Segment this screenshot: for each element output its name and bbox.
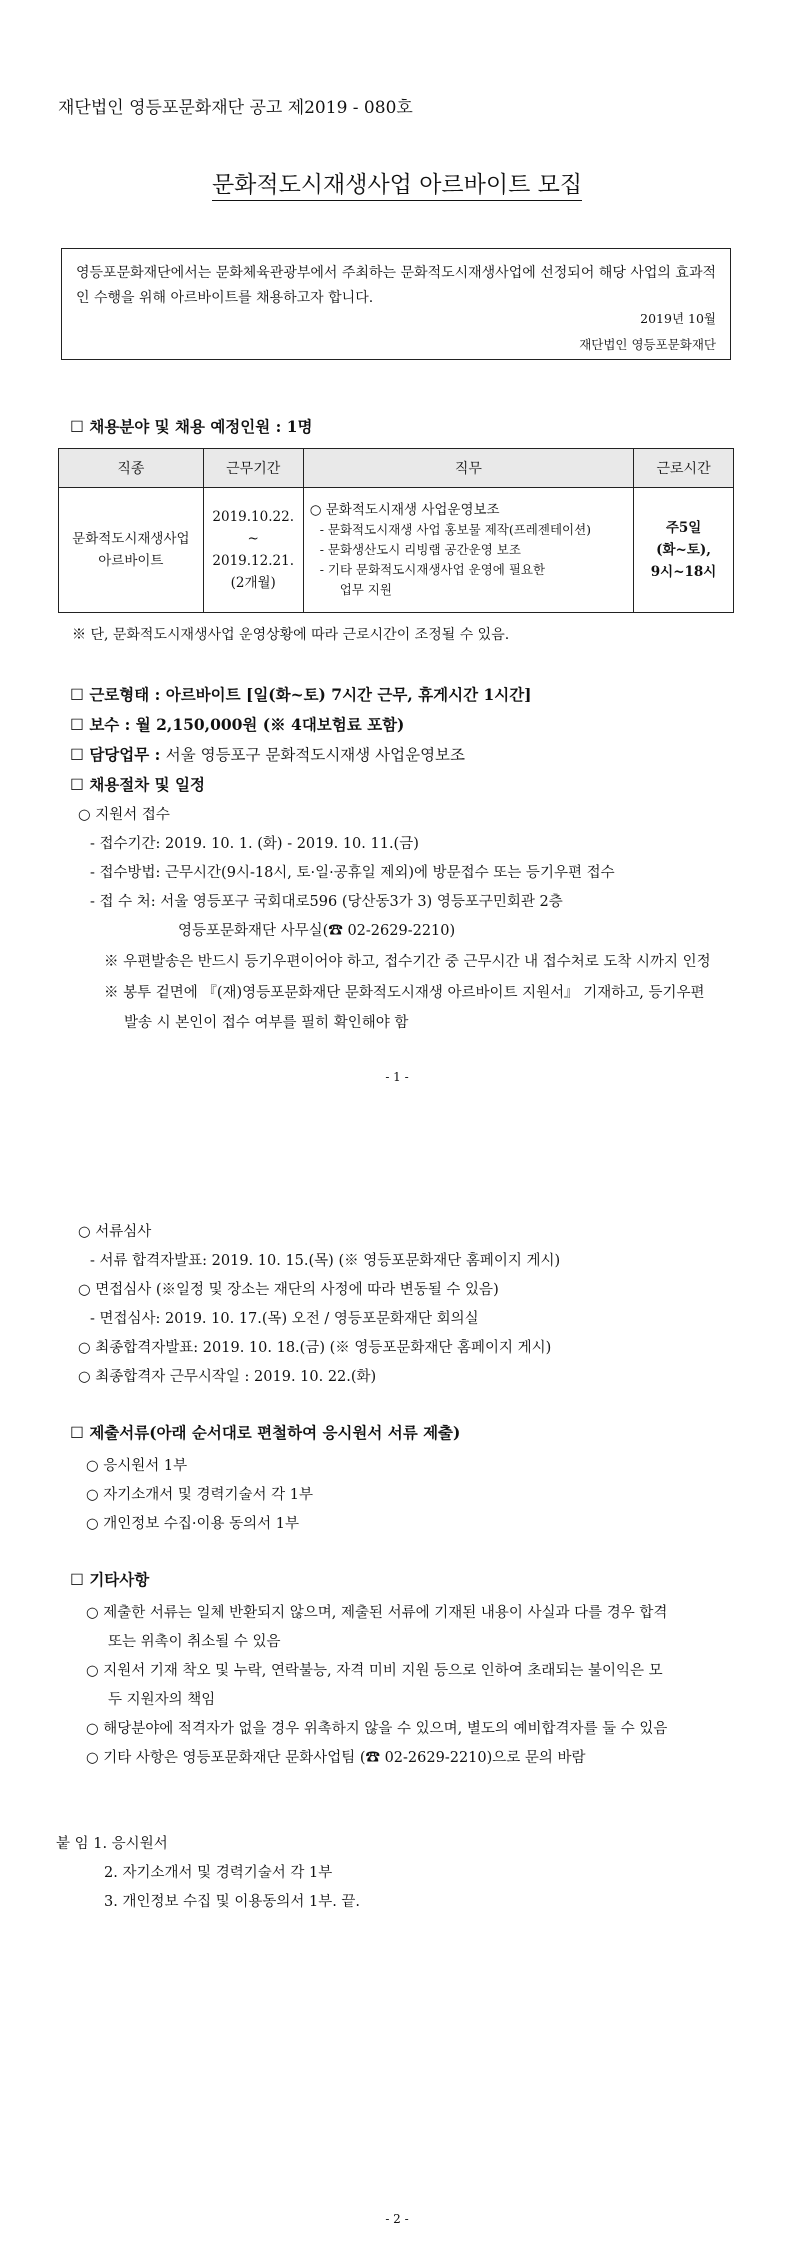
work-type-line — [70, 683, 532, 705]
etc-item-4: ○ 기타 사항은 영등포문화재단 문화사업팀 (☎ 02-2629-2210)으로 문의 바람 — [86, 1750, 586, 1766]
attachment-2: 2. 자기소개서 및 경력기술서 각 1부 — [104, 1865, 333, 1881]
job-line: 문화적도시재생사업 — [72, 531, 190, 547]
notice-number: 재단법인 영등포문화재단 공고 제2019 - 080호 — [58, 98, 413, 118]
attachment-1: 붙 임 1. 응시원서 — [56, 1836, 168, 1852]
start-date-line: ○ 최종합격자 근무시작일 : 2019. 10. 22.(화) — [78, 1369, 377, 1385]
table-header-cell: 직종 — [59, 449, 204, 488]
final-pass-line: ○ 최종합격자발표: 2019. 10. 18.(금) (※ 영등포문화재단 홈페이지 게시) — [78, 1340, 552, 1356]
envelope-note-2: 발송 시 본인이 접수 여부를 필히 확인해야 함 — [124, 1015, 409, 1031]
duty-cell — [303, 488, 633, 613]
checkbox-square-icon: ☐ — [70, 776, 84, 794]
intro-text: 영등포문화재단에서는 문화체육관광부에서 주최하는 문화적도시재생사업에 선정되어 해당 사업의 효과적인 수행을 위해 아르바이트를 채용하고자 합니다. — [76, 265, 716, 306]
process-heading — [70, 773, 205, 795]
process-text: 채용절차 및 일정 — [89, 775, 205, 794]
pay-text: 보수 : 월 2,150,000원 (※ 4대보험료 포함) — [89, 715, 405, 734]
apply-line: ○ 지원서 접수 — [78, 807, 170, 823]
checkbox-square-icon: ☐ — [70, 1571, 84, 1589]
etc-heading-text: 기타사항 — [89, 1570, 150, 1589]
checkbox-square-icon: ☐ — [70, 418, 84, 436]
duty-item-cont: 업무 지원 — [339, 582, 392, 597]
attachment-3: 3. 개인정보 수집 및 이용동의서 1부. 끝. — [104, 1894, 361, 1910]
hours-line: (화~토), — [656, 542, 711, 558]
job-line: 아르바이트 — [98, 553, 164, 569]
apply-method: - 접수방법: 근무시간(9시-18시, 토·일·공휴일 제외)에 방문접수 또는 등기우편 접수 — [90, 865, 615, 881]
submit-item: ○ 개인정보 수집·이용 동의서 1부 — [86, 1516, 300, 1532]
hours-line: 9시~18시 — [650, 564, 717, 580]
interview-line: ○ 면접심사 (※일정 및 장소는 재단의 사정에 따라 변동될 수 있음) — [78, 1282, 499, 1298]
page-number: - 2 - — [385, 2212, 409, 2226]
duty-item: - 문화생산도시 리빙랩 공간운영 보조 — [319, 542, 521, 557]
duty-label: 담당업무 : — [89, 745, 166, 764]
hours-cell — [634, 488, 734, 613]
etc-heading — [70, 1568, 149, 1590]
duty-main: ○ 문화적도시재생 사업운영보조 — [309, 502, 500, 518]
section-recruit-text: 채용분야 및 채용 예정인원 : 1명 — [89, 417, 313, 436]
etc-item-3: ○ 해당분야에 적격자가 없을 경우 위촉하지 않을 수 있으며, 별도의 예비합격자를 둘 수 있음 — [86, 1721, 668, 1737]
page-number: - 1 - — [385, 1070, 409, 1084]
etc-item-2-cont: 두 지원자의 책임 — [108, 1692, 216, 1708]
etc-item-1: ○ 제출한 서류는 일체 반환되지 않으며, 제출된 서류에 기재된 내용이 사실과 다를 경우 합격 — [86, 1605, 668, 1621]
section-recruit-heading — [70, 415, 312, 437]
page-title-text: 문화적도시재생사업 아르바이트 모집 — [212, 172, 582, 201]
table-header-row — [59, 449, 734, 488]
table-header-cell: 근로시간 — [634, 449, 734, 488]
submit-item: ○ 응시원서 1부 — [86, 1458, 188, 1474]
table-row — [59, 488, 734, 613]
checkbox-square-icon: ☐ — [70, 716, 84, 734]
interview-date-line: - 면접심사: 2019. 10. 17.(목) 오전 / 영등포문화재단 회의실 — [90, 1311, 479, 1327]
duty-item: - 문화적도시재생 사업 홍보물 제작(프레젠테이션) — [319, 522, 592, 537]
work-type-text: 근로형태 : 아르바이트 [일(화~토) 7시간 근무, 휴게시간 1시간] — [89, 685, 532, 704]
period-line: 2019.12.21. — [212, 553, 294, 569]
checkbox-square-icon: ☐ — [70, 746, 84, 764]
intro-org: 재단법인 영등포문화재단 — [579, 337, 716, 352]
mail-note: ※ 우편발송은 반드시 등기우편이어야 하고, 접수기간 중 근무시간 내 접수처로 도착 시까지 인정 — [104, 954, 711, 970]
checkbox-square-icon: ☐ — [70, 1424, 84, 1442]
job-cell — [59, 488, 204, 613]
submit-heading — [70, 1421, 460, 1443]
etc-item-1-cont: 또는 위촉이 취소될 수 있음 — [108, 1634, 281, 1650]
apply-place-2: 영등포문화재단 사무실(☎ 02-2629-2210) — [178, 923, 456, 939]
apply-period: - 접수기간: 2019. 10. 1. (화) - 2019. 10. 11.(금) — [90, 836, 419, 852]
duty-item: - 기타 문화적도시재생사업 운영에 필요한 — [319, 562, 546, 577]
envelope-note-1: ※ 봉투 겉면에 『(재)영등포문화재단 문화적도시재생 아르바이트 지원서』 기재하고, 등기우편 — [104, 985, 705, 1001]
submit-heading-text: 제출서류(아래 순서대로 편철하여 응시원서 서류 제출) — [89, 1423, 461, 1442]
duty-line — [70, 743, 465, 765]
table-note: ※ 단, 문화적도시재생사업 운영상황에 따라 근로시간이 조정될 수 있음. — [72, 627, 510, 643]
period-line: (2개월) — [230, 575, 276, 591]
etc-item-2: ○ 지원서 기재 착오 및 누락, 연락불능, 자격 미비 지원 등으로 인하여 초래되는 불이익은 모 — [86, 1663, 663, 1679]
period-cell — [203, 488, 303, 613]
intro-box — [61, 248, 731, 360]
submit-item: ○ 자기소개서 및 경력기술서 각 1부 — [86, 1487, 314, 1503]
doc-pass-line: - 서류 합격자발표: 2019. 10. 15.(목) (※ 영등포문화재단 홈페이지 게시) — [90, 1253, 561, 1269]
hours-line: 주5일 — [665, 520, 702, 536]
doc-review-line: ○ 서류심사 — [78, 1224, 152, 1240]
table-header-cell: 직무 — [303, 449, 633, 488]
apply-place: - 접 수 처: 서울 영등포구 국회대로596 (당산동3가 3) 영등포구민회관 2층 — [90, 894, 563, 910]
period-line: 2019.10.22. ~ — [212, 509, 294, 547]
duty-value: 서울 영등포구 문화적도시재생 사업운영보조 — [165, 746, 466, 764]
page-title — [0, 166, 794, 199]
pay-line — [70, 713, 404, 735]
jobs-table — [58, 448, 734, 613]
table-header-cell: 근무기간 — [203, 449, 303, 488]
checkbox-square-icon: ☐ — [70, 686, 84, 704]
intro-date: 2019년 10월 — [640, 311, 716, 326]
